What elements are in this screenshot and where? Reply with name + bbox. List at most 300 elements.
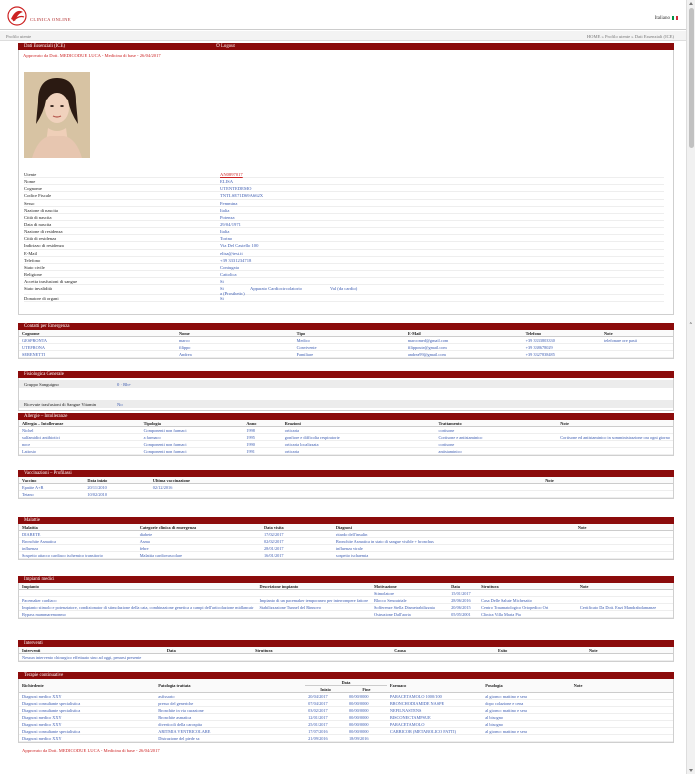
column-header: Posologia bbox=[482, 679, 571, 693]
table-cell bbox=[577, 597, 673, 604]
logout-label: Logout bbox=[221, 44, 235, 49]
table-cell[interactable]: Lattosio bbox=[19, 448, 141, 455]
table-cell[interactable]: noce bbox=[19, 441, 141, 448]
field-value: Si bbox=[220, 296, 224, 302]
table-row bbox=[19, 344, 673, 351]
table-cell[interactable]: Epatite A+B bbox=[19, 484, 84, 491]
table-cell[interactable]: sulfamidici antibiotici bbox=[19, 434, 141, 441]
table-cell: +39 3327838485 bbox=[523, 351, 601, 358]
allergies-section bbox=[18, 413, 674, 456]
table-cell[interactable]: SERENETTI bbox=[19, 351, 176, 358]
table-cell: Medico bbox=[294, 337, 405, 344]
column-header: Esito bbox=[495, 647, 586, 654]
table-cell: +39 338678029 bbox=[523, 344, 601, 351]
field-label: Stato invalidità bbox=[24, 286, 52, 292]
profile-row bbox=[24, 207, 664, 214]
field-label: Città di residenza bbox=[24, 236, 57, 242]
field-value-secondary: a (Prosthetic) bbox=[220, 290, 245, 296]
profile-row bbox=[24, 200, 664, 207]
table-cell: presso del generiche bbox=[155, 700, 305, 707]
table-cell: orticaria localizzata bbox=[282, 441, 436, 448]
breadcrumb[interactable]: HOME » Profilo utente » Dati Essenziali (ICE) bbox=[586, 33, 674, 39]
scroll-caret-icon[interactable]: ˄ bbox=[689, 322, 693, 330]
table-row bbox=[19, 728, 673, 735]
table-cell bbox=[571, 728, 673, 735]
column-header: Diagnosi bbox=[333, 524, 575, 531]
vaccinations-header bbox=[18, 470, 674, 477]
column-header: Data bbox=[164, 647, 252, 654]
table-cell: 00/00/0000 bbox=[346, 714, 387, 721]
table-cell[interactable]: GESPRONTA bbox=[19, 337, 176, 344]
table-row bbox=[19, 611, 673, 618]
column-header: Cognome bbox=[19, 330, 176, 337]
diseases-header bbox=[18, 517, 674, 524]
column-header: Descrizione impianto bbox=[257, 583, 371, 590]
table-cell bbox=[478, 590, 577, 597]
profile-row bbox=[24, 295, 664, 302]
language-selector[interactable] bbox=[655, 16, 678, 21]
table-cell: Asma bbox=[137, 538, 261, 545]
table-cell: 28/06/2016 bbox=[448, 597, 478, 604]
table-cell bbox=[542, 491, 673, 498]
table-row bbox=[19, 337, 673, 344]
essentials-section bbox=[18, 43, 674, 315]
table-cell[interactable]: Diagnosi medico XXY bbox=[19, 693, 155, 700]
table-cell: Bronchite asmatica bbox=[155, 714, 305, 721]
column-header: Data visita bbox=[261, 524, 333, 531]
column-header: Struttura bbox=[252, 647, 391, 654]
table-cell: Centro Traumatologico Ortopedico Ori bbox=[478, 604, 577, 611]
table-cell[interactable]: Diagnosi consultante specialistica bbox=[19, 707, 155, 714]
field-label: Nazione di residenza bbox=[24, 229, 63, 235]
vaccinations-table-box bbox=[18, 477, 674, 499]
therapy-table bbox=[19, 679, 673, 742]
field-value: Via Del Castello 100 bbox=[220, 243, 259, 249]
table-row bbox=[19, 714, 673, 721]
column-header: Patologia trattata bbox=[155, 679, 305, 693]
column-header: Malattia bbox=[19, 524, 137, 531]
language-label: Italiano bbox=[654, 16, 670, 22]
table-cell bbox=[482, 735, 571, 742]
physiology-body bbox=[18, 378, 674, 411]
table-cell: Casa Delle Salute Michesaito bbox=[478, 597, 577, 604]
table-cell bbox=[557, 441, 673, 448]
implants-table bbox=[19, 583, 673, 618]
table-cell: Convivente bbox=[294, 344, 405, 351]
table-cell: al giorno: mattino e sera bbox=[482, 728, 571, 735]
column-header: Data inizio bbox=[84, 477, 149, 484]
table-cell: 03/02/2017 bbox=[305, 707, 346, 714]
table-cell[interactable]: Nichel bbox=[19, 427, 141, 434]
table-cell: antistaminico bbox=[436, 448, 558, 455]
essentials-body bbox=[18, 50, 674, 315]
field-value[interactable]: elisa@test.it bbox=[220, 250, 243, 256]
table-cell[interactable]: Diagnosi consultante specialistica bbox=[19, 700, 155, 707]
clinic-logo-icon[interactable] bbox=[7, 6, 27, 26]
column-header: Impianto bbox=[19, 583, 257, 590]
table-cell bbox=[571, 700, 673, 707]
table-cell[interactable]: DIABETE bbox=[19, 531, 137, 538]
field-label: Telefono bbox=[24, 257, 41, 263]
table-cell: andrea99@gmail.com bbox=[405, 351, 523, 358]
table-cell: PARACETAMOLO bbox=[387, 721, 482, 728]
emergency-header bbox=[18, 323, 674, 330]
therapy-header bbox=[18, 672, 674, 679]
page-context: Profilo utente bbox=[6, 33, 32, 39]
table-cell: febre bbox=[137, 545, 261, 552]
brand-name[interactable]: CLINICA ONLINE bbox=[30, 17, 71, 22]
field-label: Nome bbox=[24, 179, 36, 185]
table-cell: Impianto di un pacemaker temporaneo per interrompere fattore bbox=[257, 597, 371, 604]
table-cell: influenza virale bbox=[333, 545, 575, 552]
transfusion-value: No bbox=[117, 402, 123, 407]
column-header: Motivazione bbox=[371, 583, 448, 590]
therapy-table-box bbox=[18, 679, 674, 743]
column-header: Note bbox=[571, 679, 673, 693]
field-value: ELISA bbox=[220, 179, 234, 185]
table-cell: 1998 bbox=[243, 427, 281, 434]
italy-flag-icon bbox=[672, 16, 678, 20]
diseases-section bbox=[18, 517, 674, 560]
column-header: Note bbox=[542, 477, 673, 484]
field-label: Stato civile bbox=[24, 264, 45, 270]
table-row bbox=[19, 427, 673, 434]
table-row bbox=[19, 545, 673, 552]
empty-message: Nessun intervento chirurgico effettuato sino ad oggi, penarsi presente bbox=[19, 654, 673, 661]
table-row bbox=[19, 434, 673, 441]
field-value: TNTLSE71D69A662X bbox=[220, 193, 264, 199]
emergency-table-box bbox=[18, 330, 674, 359]
table-cell: cortisone bbox=[436, 441, 558, 448]
table-cell bbox=[601, 351, 673, 358]
table-cell: Componenti non farmaci bbox=[141, 427, 244, 434]
column-header: Note bbox=[586, 647, 673, 654]
profile-row bbox=[24, 250, 664, 257]
table-cell: telefonare ore pasti bbox=[601, 337, 673, 344]
vaccinations-table bbox=[19, 477, 673, 498]
field-value[interactable]: AN0897017 bbox=[220, 172, 243, 177]
table-cell: Sofferenze Stella Dismetrabilizzata bbox=[371, 604, 448, 611]
essentials-header bbox=[18, 43, 674, 50]
field-label: Cognome bbox=[24, 186, 42, 192]
column-header: Allergia – Intolleranze bbox=[19, 420, 141, 427]
table-cell: marco bbox=[176, 337, 294, 344]
table-cell: Certificato Da Dott. Enzi Mandrabolamanze bbox=[577, 604, 673, 611]
profile-photo-image bbox=[24, 72, 90, 158]
scroll-thumb[interactable] bbox=[689, 8, 694, 148]
profile-row bbox=[24, 264, 664, 271]
table-cell bbox=[575, 552, 673, 559]
table-cell bbox=[575, 531, 673, 538]
table-cell: Familiare bbox=[294, 351, 405, 358]
table-cell: 00/00/0000 bbox=[346, 700, 387, 707]
therapy-title: Terapie continuative bbox=[24, 673, 64, 678]
table-cell: 00/00/0000 bbox=[346, 693, 387, 700]
table-cell: Blocco Senoatriale bbox=[371, 597, 448, 604]
table-cell bbox=[542, 484, 673, 491]
surgeries-table-box bbox=[18, 647, 674, 662]
field-label: Sesso bbox=[24, 200, 35, 206]
table-row bbox=[19, 351, 673, 358]
table-cell[interactable] bbox=[19, 590, 257, 597]
table-cell bbox=[601, 344, 673, 351]
table-cell[interactable]: Bronchite Asmatica bbox=[19, 538, 137, 545]
profile-row bbox=[24, 178, 664, 185]
physiology-title: Fisiologica Generale bbox=[24, 372, 64, 377]
field-value: 29/04/1971 bbox=[220, 221, 241, 227]
table-cell: 17/02/2017 bbox=[261, 531, 333, 538]
allergies-title: Allergie – Intolleranze bbox=[24, 414, 68, 419]
table-cell: Bronchite Asmatica in stato di sangue visible + bronchus bbox=[333, 538, 575, 545]
table-cell: 25/01/2017 bbox=[305, 721, 346, 728]
field-label: Codice Fiscale bbox=[24, 193, 52, 199]
column-header: Farmaco bbox=[387, 679, 482, 693]
transfusion-label: Ricevute trasfusioni di Sangue Vitamin bbox=[24, 402, 97, 407]
field-extra: Val (da cardio) bbox=[330, 286, 358, 292]
table-cell: Cortisone ed antistaminico in somministrazione ora ogni giorno bbox=[557, 434, 673, 441]
column-header: Struttura bbox=[478, 583, 577, 590]
table-row bbox=[19, 531, 673, 538]
column-header: Anno bbox=[243, 420, 281, 427]
table-cell: 10/02/2010 bbox=[84, 491, 149, 498]
field-label: Religione bbox=[24, 271, 42, 277]
profile-photo bbox=[24, 72, 90, 158]
table-cell: 00/00/0000 bbox=[346, 728, 387, 735]
table-cell[interactable]: Pacemaker cardiaco bbox=[19, 597, 257, 604]
table-row bbox=[19, 441, 673, 448]
table-cell: 00/00/0000 bbox=[346, 721, 387, 728]
column-header: Fine bbox=[346, 686, 387, 693]
table-cell[interactable]: Diagnosi medico XXY bbox=[19, 721, 155, 728]
profile-row bbox=[24, 214, 664, 221]
column-header: Tipo bbox=[294, 330, 405, 337]
diseases-table-box bbox=[18, 524, 674, 560]
table-cell: asfissario bbox=[155, 693, 305, 700]
table-cell[interactable]: Impianto stimolo e potenziatore, condizionator di stimolazione della cata, combinazione genetica a campi dell'articolazione midlancair bbox=[19, 604, 257, 611]
table-cell: 20/04/2017 bbox=[305, 693, 346, 700]
table-row bbox=[19, 604, 673, 611]
table-cell[interactable]: Tetano bbox=[19, 491, 84, 498]
vaccinations-title: Vaccinazioni – Profilassi bbox=[24, 471, 72, 476]
implants-section bbox=[18, 576, 674, 619]
table-cell: 15/01/2017 bbox=[448, 590, 478, 597]
table-cell: Clinica Villa Maria Pia bbox=[478, 611, 577, 618]
column-header: Inizio bbox=[305, 686, 346, 693]
table-row bbox=[19, 700, 673, 707]
table-cell bbox=[571, 693, 673, 700]
profile-row bbox=[24, 235, 664, 242]
table-cell: orticaria bbox=[282, 427, 436, 434]
profile-fields bbox=[24, 171, 664, 302]
field-label: Nazione di nascita bbox=[24, 207, 58, 213]
column-header: Note bbox=[577, 583, 673, 590]
table-row bbox=[19, 693, 673, 700]
implants-title: Impianti medici bbox=[24, 577, 55, 582]
table-cell: Componenti non farmaci bbox=[141, 448, 244, 455]
surgeries-section bbox=[18, 640, 674, 662]
profile-row bbox=[24, 185, 664, 192]
field-label: Indirizzo di residenza bbox=[24, 243, 64, 249]
blood-group-value: 0 · Rh+ bbox=[117, 382, 132, 387]
vaccinations-section bbox=[18, 470, 674, 499]
allergies-header bbox=[18, 413, 674, 420]
column-header: Richiedente bbox=[19, 679, 155, 693]
table-cell: ARITMIA VENTRICOLARE bbox=[155, 728, 305, 735]
table-row bbox=[19, 721, 673, 728]
field-value: Italia bbox=[220, 207, 230, 213]
field-value: Femmina bbox=[220, 200, 238, 206]
column-header: Nome bbox=[176, 330, 294, 337]
table-cell: Cortisone e antistaminico bbox=[436, 434, 558, 441]
emergency-table bbox=[19, 330, 673, 358]
field-label: Data di nascita bbox=[24, 221, 52, 227]
implants-table-box bbox=[18, 583, 674, 619]
table-cell bbox=[387, 735, 482, 742]
table-cell bbox=[257, 611, 371, 618]
table-cell: PARACETAMOLO 1000/100 bbox=[387, 693, 482, 700]
table-cell: cortisone bbox=[436, 427, 558, 434]
table-cell[interactable]: Sospetto attacco cardiaco ischemico transitorio bbox=[19, 552, 137, 559]
approval-note-bottom: Approvato da Dott. MEDICODUE LUCA - Medicina di base - 26/04/2017 bbox=[22, 748, 160, 753]
top-bar bbox=[0, 0, 686, 30]
field-value: Si bbox=[220, 286, 224, 292]
table-cell: 07/04/2017 bbox=[305, 700, 346, 707]
diseases-title: Malattie bbox=[24, 518, 40, 523]
table-cell: diverticoli della carospita bbox=[155, 721, 305, 728]
field-value: Cattolica bbox=[220, 271, 237, 277]
table-cell: Malattia cardiovascolare bbox=[137, 552, 261, 559]
column-header: Tipologia bbox=[141, 420, 244, 427]
table-cell: Ostruzione Dall'aorta bbox=[371, 611, 448, 618]
column-header: Note bbox=[601, 330, 673, 337]
scroll-up-icon[interactable] bbox=[689, 2, 693, 5]
table-cell: 20/06/2015 bbox=[448, 604, 478, 611]
table-cell[interactable]: Bypass mammaremonmo bbox=[19, 611, 257, 618]
table-cell: ritardo dell'insulin bbox=[333, 531, 575, 538]
table-cell: CARBICOR (METABOLICO FATTI) bbox=[387, 728, 482, 735]
table-cell: 21/09/2016 bbox=[305, 735, 346, 742]
table-cell: gonfiore e difficolta respiratorie bbox=[282, 434, 436, 441]
table-cell: 1991 bbox=[243, 448, 281, 455]
profile-row bbox=[24, 278, 664, 285]
physiology-header bbox=[18, 371, 674, 378]
field-value: UTENTEDEMO bbox=[220, 186, 252, 192]
table-cell: dopo colazione e cena bbox=[482, 700, 571, 707]
column-header: Categorie clinica di emergenza bbox=[137, 524, 261, 531]
table-cell: NEFILNASTENS bbox=[387, 707, 482, 714]
table-cell bbox=[571, 707, 673, 714]
table-cell: 17/07/2016 bbox=[305, 728, 346, 735]
table-cell bbox=[557, 427, 673, 434]
table-cell bbox=[571, 721, 673, 728]
therapy-section bbox=[18, 672, 674, 758]
surgeries-table bbox=[19, 647, 673, 661]
table-cell: al bisogno bbox=[482, 721, 571, 728]
table-cell bbox=[150, 491, 542, 498]
field-value: Si bbox=[220, 279, 224, 285]
column-header: Trattamento bbox=[436, 420, 558, 427]
column-header: Telefono bbox=[523, 330, 601, 337]
table-cell: orticaria bbox=[282, 448, 436, 455]
table-cell: Stimolatore bbox=[371, 590, 448, 597]
field-value: Italia bbox=[220, 229, 230, 235]
table-cell: filippo bbox=[176, 344, 294, 351]
table-cell: diabete bbox=[137, 531, 261, 538]
logout-link[interactable]: ⏻ Logout bbox=[216, 44, 235, 49]
table-cell[interactable]: influenza bbox=[19, 545, 137, 552]
table-cell: al bisogno bbox=[482, 714, 571, 721]
column-header: Data bbox=[448, 583, 478, 590]
table-cell[interactable]: Diagnosi medico XXY bbox=[19, 735, 155, 742]
field-value: Coniugata bbox=[220, 264, 239, 270]
profile-row bbox=[24, 192, 664, 199]
table-cell bbox=[571, 714, 673, 721]
table-row bbox=[19, 735, 673, 742]
approval-note: Approvato da Dott. MEDICODUE LUCA - Medicina di base - 26/04/2017 bbox=[23, 53, 161, 58]
scroll-down-icon[interactable] bbox=[689, 769, 693, 772]
field-label: Donatore di organi bbox=[24, 296, 59, 302]
allergies-table-box bbox=[18, 420, 674, 456]
table-cell: +39 3333803330 bbox=[523, 337, 601, 344]
table-cell: filippoute@gmail.com bbox=[405, 344, 523, 351]
field-value: Potenza bbox=[220, 214, 235, 220]
table-cell: al giorno: mattino e sera bbox=[482, 707, 571, 714]
table-cell: 1990 bbox=[243, 441, 281, 448]
table-cell: Componenti non farmaci bbox=[141, 441, 244, 448]
table-row bbox=[19, 538, 673, 545]
table-cell bbox=[557, 448, 673, 455]
table-cell: 05/05/2001 bbox=[448, 611, 478, 618]
table-cell: a farmaco bbox=[141, 434, 244, 441]
table-cell: sospetto ischaemia bbox=[333, 552, 575, 559]
transfusion-row bbox=[19, 400, 673, 408]
table-cell: marcomed@gmail.com bbox=[405, 337, 523, 344]
table-cell: BISCONECTAMPSUE bbox=[387, 714, 482, 721]
table-cell: Distrazione del piede sx bbox=[155, 735, 305, 742]
table-cell: al giorno: mattino e sera bbox=[482, 693, 571, 700]
column-header: Interventi bbox=[19, 647, 164, 654]
blood-group-label: Gruppo Sanguigno bbox=[24, 382, 59, 387]
profile-row bbox=[24, 228, 664, 235]
table-cell bbox=[257, 590, 371, 597]
physiology-section bbox=[18, 371, 674, 411]
table-cell[interactable]: Diagnosi consultante specialistica bbox=[19, 728, 155, 735]
field-label: Accetta trasfusioni di sangue bbox=[24, 279, 78, 285]
table-cell[interactable]: UTEFRONA bbox=[19, 344, 176, 351]
table-row bbox=[19, 552, 673, 559]
diseases-table bbox=[19, 524, 673, 559]
table-cell: 12/01/2017 bbox=[305, 714, 346, 721]
emergency-section bbox=[18, 323, 674, 359]
table-row bbox=[19, 590, 673, 597]
field-label: Città di nascita bbox=[24, 214, 52, 220]
breadcrumb-bar bbox=[0, 31, 686, 41]
table-cell bbox=[571, 735, 673, 742]
table-cell: Andrea bbox=[176, 351, 294, 358]
table-row bbox=[19, 707, 673, 714]
table-cell bbox=[575, 538, 673, 545]
column-header: E-Mail bbox=[405, 330, 523, 337]
profile-row bbox=[24, 257, 664, 264]
table-cell: 02/12/2016 bbox=[150, 484, 542, 491]
blood-group-row bbox=[19, 380, 673, 388]
table-cell: 20/11/2010 bbox=[84, 484, 149, 491]
table-cell: Bronchite in via curazione bbox=[155, 707, 305, 714]
table-cell[interactable]: Diagnosi medico XXY bbox=[19, 714, 155, 721]
table-row bbox=[19, 597, 673, 604]
page-scrollbar[interactable] bbox=[686, 0, 695, 774]
table-cell bbox=[577, 590, 673, 597]
